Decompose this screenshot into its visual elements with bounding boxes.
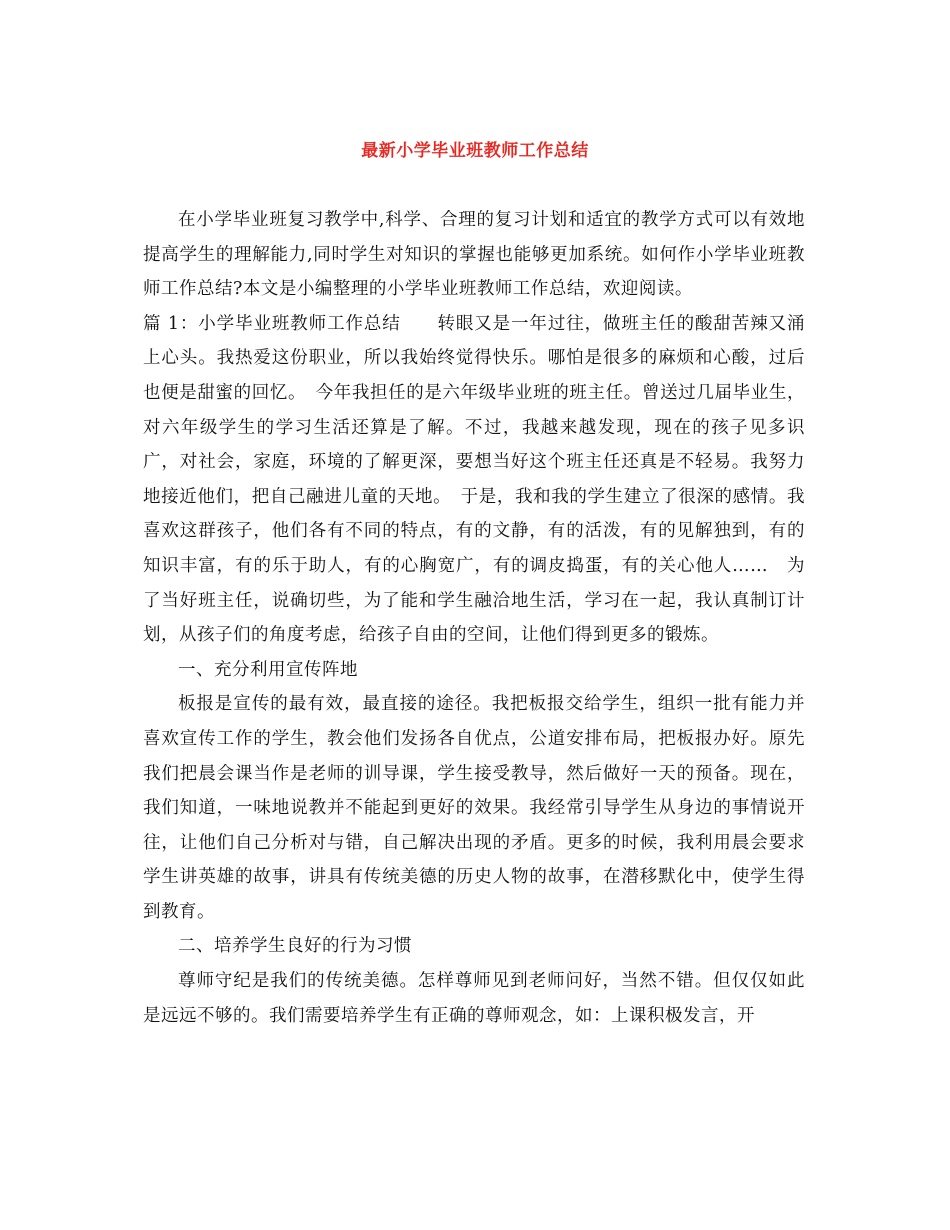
document-body xyxy=(143,203,805,1033)
section-heading-1: 一、充分利用宣传阵地 xyxy=(178,659,358,680)
section-heading-2: 二、培养学生良好的行为习惯 xyxy=(178,936,412,957)
body-paragraph-2: 板报是宣传的最有效，最直接的途径。我把板报交给学生，组织一批有能力并喜欢宣传工作的学生，教会他们发扬各自优点，公道安排布局，把板报办好。原先我们把晨会课当作是老师的训导课，学生接受教导，然后做好一天的预备。现在，我们知道，一味地说教并不能起到更好的效果。我经常引导学生从身边的事情说开往，让他们自己分析对与错，自己解决出现的矛盾。更多的时候，我利用晨会要求学生讲英雄的故事，讲具有传统美德的历史人物的故事，在潜移默化中，使学生得到教育。 xyxy=(143,694,805,922)
body-paragraph-3: 尊师守纪是我们的传统美德。怎样尊师见到老师问好，当然不错。但仅仅如此是远远不够的。我们需要培养学生有正确的尊师观念，如：上课积极发言，开 xyxy=(143,971,805,1026)
document-title: 最新小学毕业班教师工作总结 xyxy=(361,141,589,161)
intro-paragraph: 在小学毕业班复习教学中,科学、合理的复习计划和适宜的教学方式可以有效地提高学生的理解能力,同时学生对知识的掌握也能够更加系统。如何作小学毕业班教师工作总结?本文是小编整理的小学毕业班教师工作总结，欢迎阅读。 xyxy=(143,210,805,300)
body-paragraph-1: 篇 1：小学毕业班教师工作总结 转眼又是一年过往，做班主任的酸甜苦辣又涌上心头。我热爱这份职业，所以我始终觉得快乐。哪怕是很多的麻烦和心酸，过后也便是甜蜜的回忆。 今年我担任的是六年级毕业班的班主任。曾送过几届毕业生，对六年级学生的学习生活还算是了解。不过，我越来越发现，现在的孩子见多识广，对社会，家庭，环境的了解更深，要想当好这个班主任还真是不轻易。我努力地接近他们，把自己融进儿童的天地。 于是，我和我的学生建立了很深的感情。我喜欢这群孩子，他们各有不同的特点，有的文静，有的活泼，有的见解独到，有的知识丰富，有的乐于助人，有的心胸宽广，有的调皮捣蛋，有的关心他人…… 为了当好班主任，说确切些，为了能和学生融洽地生活，学习在一起，我认真制订计划，从孩子们的角度考虑，给孩子自由的空间，让他们得到更多的锻炼。 xyxy=(143,313,805,646)
